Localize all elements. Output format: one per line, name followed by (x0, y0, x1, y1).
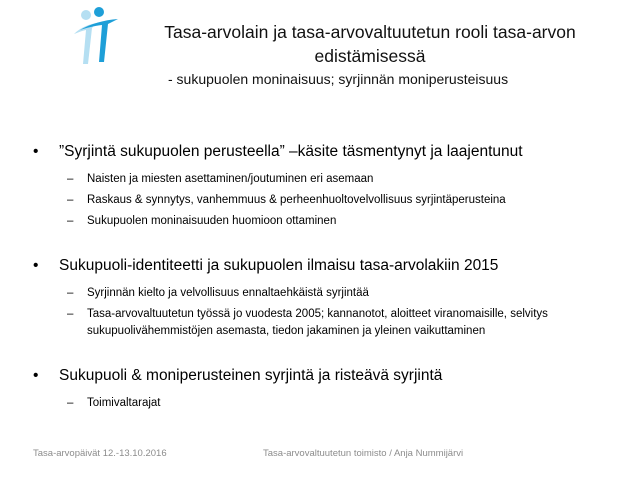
dash-marker: – (67, 194, 74, 206)
footer-event: Tasa-arvopäivät 12.-13.10.2016 (33, 448, 167, 459)
bullet-marker: • (33, 257, 39, 274)
slide-content (33, 142, 623, 416)
sub-text: Raskaus & synnytys, vanhemmuus & perheenhuoltovelvollisuus syrjintäperusteina (87, 194, 506, 206)
dash-marker: – (67, 215, 74, 227)
slide-subtitle: - sukupuolen moninaisuus; syrjinnän moniperusteisuus (168, 71, 509, 87)
sub-item (67, 395, 623, 412)
sub-text: Naisten ja miesten asettaminen/joutuminen eri asemaan (87, 173, 374, 185)
bullet-item (33, 256, 623, 276)
tasa-arvo-logo-icon (66, 6, 126, 68)
dash-marker: – (67, 308, 74, 320)
bullet-item (33, 366, 623, 386)
bullet-text: Sukupuoli & moniperusteinen syrjintä ja risteävä syrjintä (59, 367, 443, 384)
section-discrimination-concept (33, 142, 623, 230)
dash-marker: – (67, 173, 74, 185)
sub-text: Sukupuolen moninaisuuden huomioon ottaminen (87, 215, 337, 227)
footer-author: Tasa-arvovaltuutetun toimisto / Anja Nummijärvi (263, 448, 464, 459)
sub-text: Toimivaltarajat (87, 397, 161, 409)
sub-text: Tasa-arvovaltuutetun työssä jo vuodesta 2005; kannanotot, aloitteet viranomaisille, selvitys sukupuolivähemmistöjen asemasta, tiedon jakaminen ja yleinen vaikuttaminen (87, 308, 548, 337)
section-gender-identity (33, 256, 623, 340)
sub-item (67, 171, 623, 188)
dash-marker: – (67, 287, 74, 299)
sub-item (67, 192, 623, 209)
section-multiple-discrimination (33, 366, 623, 412)
sub-text: Syrjinnän kielto ja velvollisuus ennaltaehkäistä syrjintää (87, 287, 369, 299)
bullet-marker: • (33, 367, 39, 384)
bullet-marker: • (33, 143, 39, 160)
sub-item (67, 285, 623, 302)
dash-marker: – (67, 397, 74, 409)
slide-title: Tasa-arvolain ja tasa-arvovaltuutetun rooli tasa-arvon edistämisessä (164, 22, 576, 66)
sub-item (67, 213, 623, 230)
sub-item (67, 306, 623, 340)
bullet-item (33, 142, 623, 162)
bullet-text: Sukupuoli-identiteetti ja sukupuolen ilmaisu tasa-arvolakiin 2015 (59, 257, 499, 274)
bullet-text: ”Syrjintä sukupuolen perusteella” –käsite täsmentynyt ja laajentunut (59, 143, 523, 160)
